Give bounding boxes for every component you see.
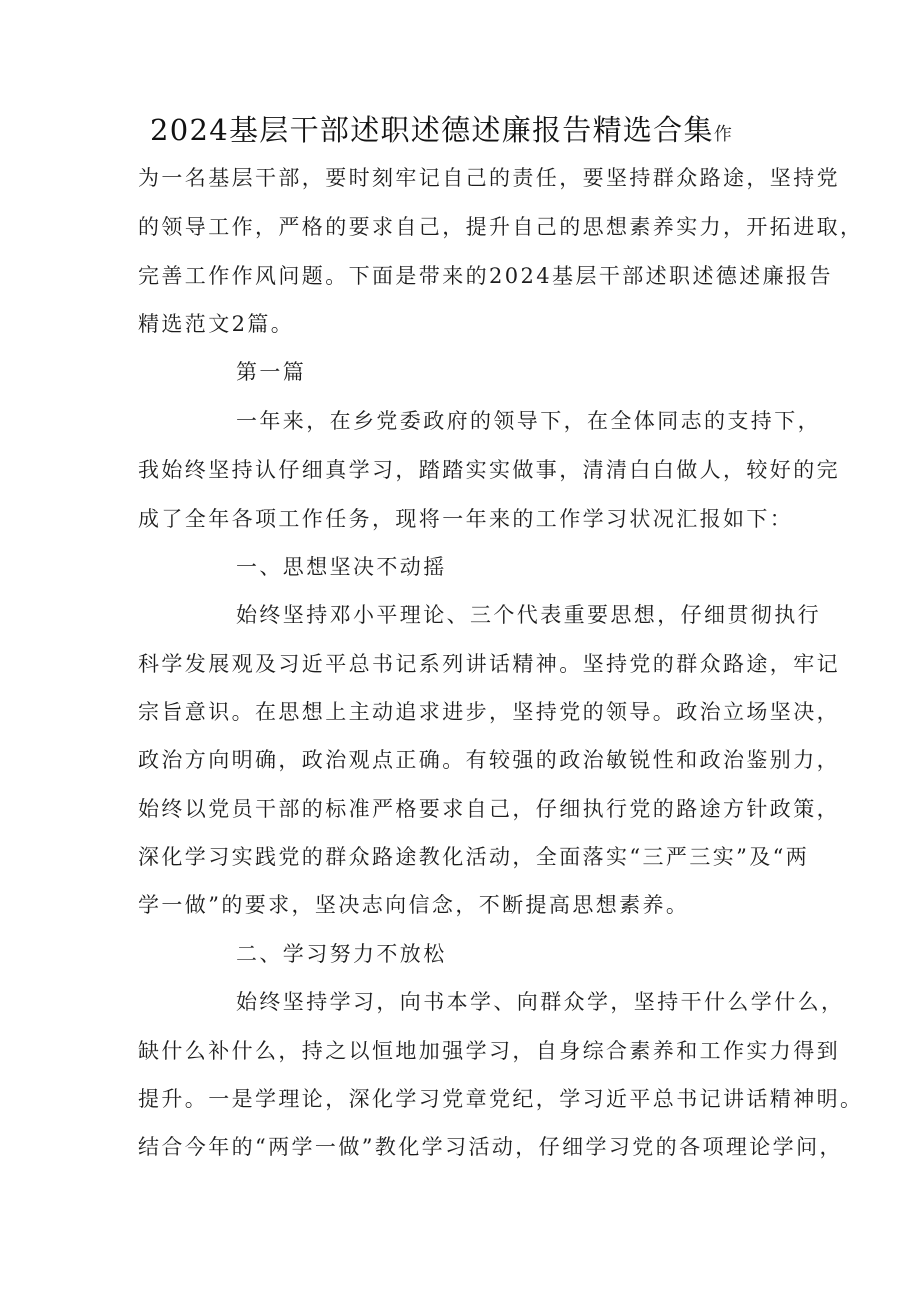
paragraph-line: 精选范文2篇。 — [138, 312, 295, 336]
paragraph-line: 学一做”的要求，坚决志向信念，不断提高思想素养。 — [138, 893, 690, 917]
document-title-line — [150, 112, 732, 148]
paragraph-line: 成了全年各项工作任务，现将一年来的工作学习状况汇报如下： — [138, 507, 794, 531]
paragraph-line: 始终坚持学习，向书本学、向群众学，坚持干什么学什么， — [236, 990, 845, 1014]
paragraph-line: 缺什么补什么，持之以恒地加强学习，自身综合素养和工作实力得到 — [138, 1039, 840, 1063]
paragraph-line: 政治方向明确，政治观点正确。有较强的政治敏锐性和政治鉴别力， — [138, 748, 840, 772]
paragraph-line: 始终坚持邓小平理论、三个代表重要思想，仔细贯彻执行 — [236, 603, 821, 627]
paragraph-line: 科学发展观及习近平总书记系列讲话精神。坚持党的群众路途，牢记 — [138, 652, 840, 676]
section-heading: 第一篇 — [236, 360, 307, 384]
paragraph-line: 结合今年的“两学一做”教化学习活动，仔细学习党的各项理论学问， — [138, 1135, 843, 1159]
paragraph-line: 为一名基层干部，要时刻牢记自己的责任，要坚持群众路途，坚持党 — [138, 166, 840, 190]
title-trailing-text: 作 — [713, 124, 732, 145]
paragraph-line: 完善工作作风问题。下面是带来的2024基层干部述职述德述廉报告 — [138, 264, 833, 288]
paragraph-line: 的领导工作，严格的要求自己，提升自己的思想素养实力，开拓进取， — [138, 215, 864, 239]
paragraph-line: 始终以党员干部的标准严格要求自己，仔细执行党的路途方针政策， — [138, 797, 840, 821]
section-heading: 二、学习努力不放松 — [236, 942, 447, 966]
paragraph-line: 我始终坚持认仔细真学习，踏踏实实做事，清清白白做人，较好的完 — [138, 458, 840, 482]
paragraph-line: 深化学习实践党的群众路途教化活动，全面落实“三严三实”及“两 — [138, 845, 810, 869]
document-title: 2024基层干部述职述德述廉报告精选合集 — [150, 113, 714, 147]
paragraph-line: 宗旨意识。在思想上主动追求进步，坚持党的领导。政治立场坚决， — [138, 700, 840, 724]
paragraph-line: 提升。一是学理论，深化学习党章党纪，学习近平总书记讲话精神明。 — [138, 1087, 864, 1111]
paragraph-line: 一年来，在乡党委政府的领导下，在全体同志的支持下， — [236, 409, 821, 433]
section-heading: 一、思想坚决不动摇 — [236, 555, 447, 579]
